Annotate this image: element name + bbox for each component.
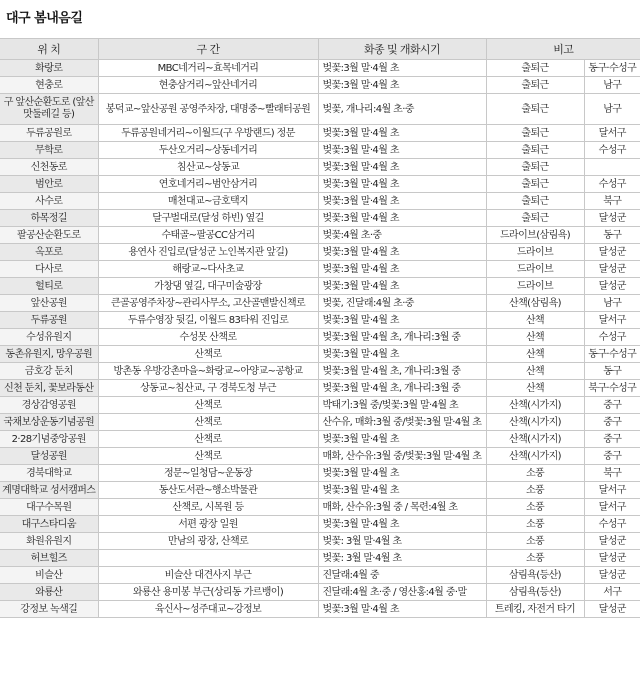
cell-location: 다사로 [0,261,98,278]
table-row [0,533,640,550]
cell-location: 대구수목원 [0,499,98,516]
cell-location: 두류공원로 [0,125,98,142]
cell-section: 연호네거리~범안삼거리 [98,176,318,193]
cell-district: 달성군 [584,533,640,550]
table-row [0,244,640,261]
table-row [0,482,640,499]
cell-section: 동산도서관~행소박물관 [98,482,318,499]
cell-section: 두류공원네거리~이월드(구 우방랜드) 정문 [98,125,318,142]
cell-district: 남구 [584,94,640,125]
cell-section: 상동교~침산교, 구 경북도청 부근 [98,380,318,397]
cell-location: 신천 둔치, 꽃보라동산 [0,380,98,397]
cell-activity-type: 삼림욕(등산) [486,567,584,584]
table-row [0,431,640,448]
cell-activity-type: 삼림욕(등산) [486,584,584,601]
cell-activity-type: 산책(삼림욕) [486,295,584,312]
cell-bloom-time: 벚꽃:3월 말·4월 초 [318,210,486,227]
cell-bloom-time: 벚꽃:3월 말·4월 초 [318,482,486,499]
cell-section: 만남의 광장, 산책로 [98,533,318,550]
cell-activity-type: 소풍 [486,550,584,567]
cell-section: MBC네거리~효목네거리 [98,60,318,77]
cell-bloom-time: 벚꽃:3월 말·4월 초 [318,312,486,329]
cell-section: 현충삼거리~앞산네거리 [98,77,318,94]
table-row [0,159,640,176]
cell-bloom-time: 벚꽃: 3월 말·4월 초 [318,533,486,550]
cell-bloom-time: 벚꽃:3월 말·4월 초 [318,244,486,261]
cell-activity-type: 트레킹, 자전거 타기 [486,601,584,618]
cell-bloom-time: 벚꽃:3월 말·4월 초 [318,125,486,142]
table-row [0,210,640,227]
table-row [0,261,640,278]
cell-district: 달서구 [584,312,640,329]
cell-district: 수성구 [584,329,640,346]
cell-activity-type: 출퇴근 [486,60,584,77]
cell-bloom-time: 산수유, 매화:3월 중/벚꽃:3월 말·4월 초 [318,414,486,431]
cell-location: 경북대학교 [0,465,98,482]
cell-section: 와룡산 용미봉 부근(상리동 가르뱅이) [98,584,318,601]
cell-activity-type: 출퇴근 [486,142,584,159]
cell-section [98,550,318,567]
table-row [0,60,640,77]
cell-section: 산책로 [98,397,318,414]
cell-bloom-time: 매화, 산수유:3월 중/벚꽃:3월 말·4월 초 [318,448,486,465]
cell-location: 헐티로 [0,278,98,295]
cell-section: 방촌동 우방강촌마을~화랑교~아양교~공항교 [98,363,318,380]
cell-location: 강정보 녹색길 [0,601,98,618]
cell-location: 허브힐즈 [0,550,98,567]
cell-activity-type: 드라이브 [486,261,584,278]
table-row [0,550,640,567]
cell-activity-type: 출퇴근 [486,77,584,94]
table-row [0,142,640,159]
header-notes: 비고 [486,39,640,60]
cell-location: 대구스타디움 [0,516,98,533]
cell-district: 중구 [584,431,640,448]
table-row [0,499,640,516]
cell-district: 중구 [584,414,640,431]
table-row [0,414,640,431]
cell-bloom-time: 벚꽃:3월 말·4월 초 [318,465,486,482]
cell-location: 경상감영공원 [0,397,98,414]
cell-district: 달성군 [584,278,640,295]
cell-activity-type: 출퇴근 [486,125,584,142]
cell-district: 북구 [584,465,640,482]
table-row [0,77,640,94]
cell-section: 산책로 [98,346,318,363]
cell-section: 용연사 진입로(달성군 노인복지관 앞길) [98,244,318,261]
cell-activity-type: 드라이브 [486,244,584,261]
cell-bloom-time: 진달래:4월 초·중 / 영산홍:4월 중·말 [318,584,486,601]
cell-bloom-time: 벚꽃:3월 말·4월 초, 개나리:3월 중 [318,329,486,346]
cell-district: 달서구 [584,125,640,142]
cell-district: 동구·수성구 [584,346,640,363]
cell-section: 가창댐 옆길, 대구미술광장 [98,278,318,295]
cell-district: 북구·수성구 [584,380,640,397]
cell-district: 남구 [584,77,640,94]
cell-bloom-time: 벚꽃:3월 말·4월 초 [318,278,486,295]
header-section: 구 간 [98,39,318,60]
table-row [0,125,640,142]
cell-activity-type: 산책 [486,312,584,329]
cell-section: 산책로 [98,448,318,465]
cell-location: 동촌유원지, 망우공원 [0,346,98,363]
table-row [0,380,640,397]
cell-district: 동구·수성구 [584,60,640,77]
table-row [0,278,640,295]
table-row [0,363,640,380]
table-row [0,193,640,210]
cell-section: 매천대교~금호택지 [98,193,318,210]
cell-bloom-time: 벚꽃:3월 말·4월 초 [318,431,486,448]
cell-location: 팔공산순환도로 [0,227,98,244]
cell-district: 북구 [584,193,640,210]
cell-district: 서구 [584,584,640,601]
cell-section: 산책로 [98,431,318,448]
cell-location: 사수로 [0,193,98,210]
cell-bloom-time: 벚꽃:3월 말·4월 초 [318,193,486,210]
cell-bloom-time: 벚꽃:3월 말·4월 초, 개나리:3월 중 [318,363,486,380]
flower-route-table [0,38,640,618]
cell-activity-type: 드라이브(삼림욕) [486,227,584,244]
cell-bloom-time: 벚꽃, 개나리:4월 초·중 [318,94,486,125]
table-row [0,601,640,618]
cell-section: 두산오거리~상동네거리 [98,142,318,159]
cell-activity-type: 소풍 [486,465,584,482]
cell-bloom-time: 벚꽃: 3월 말·4월 초 [318,550,486,567]
cell-section: 해랑교~다사초교 [98,261,318,278]
cell-activity-type: 산책(시가지) [486,431,584,448]
cell-activity-type: 드라이브 [486,278,584,295]
cell-section: 서편 광장 일원 [98,516,318,533]
cell-district: 중구 [584,448,640,465]
cell-location: 무학로 [0,142,98,159]
cell-district: 달성군 [584,210,640,227]
table-header-row [0,39,640,60]
cell-activity-type: 산책(시가지) [486,448,584,465]
cell-activity-type: 산책 [486,380,584,397]
cell-district: 동구 [584,363,640,380]
cell-location: 구 앞산순환도로 (앞산 맛둘레길 등) [0,94,98,125]
cell-activity-type: 소풍 [486,499,584,516]
table-row [0,346,640,363]
cell-activity-type: 출퇴근 [486,176,584,193]
cell-location: 수성유원지 [0,329,98,346]
cell-district: 달서구 [584,499,640,516]
cell-section: 산책로 [98,414,318,431]
cell-district: 남구 [584,295,640,312]
header-location: 위 치 [0,39,98,60]
cell-section: 수태골~팔공CC삼거리 [98,227,318,244]
cell-bloom-time: 벚꽃:3월 말·4월 초 [318,516,486,533]
cell-location: 화랑로 [0,60,98,77]
cell-district: 동구 [584,227,640,244]
cell-district: 수성구 [584,142,640,159]
cell-location: 앞산공원 [0,295,98,312]
cell-bloom-time: 벚꽃:3월 말·4월 초 [318,346,486,363]
cell-activity-type: 소풍 [486,482,584,499]
cell-section: 육신사~성주대교~강정보 [98,601,318,618]
cell-activity-type: 출퇴근 [486,94,584,125]
cell-activity-type: 산책 [486,346,584,363]
cell-section: 봉덕교~앞산공원 공영주차장, 대명중~빨래터공원 [98,94,318,125]
cell-activity-type: 산책(시가지) [486,397,584,414]
cell-activity-type: 소풍 [486,516,584,533]
header-bloom-time: 화종 및 개화시기 [318,39,486,60]
cell-bloom-time: 진달래:4월 중 [318,567,486,584]
table-row [0,329,640,346]
cell-location: 달성공원 [0,448,98,465]
page-title: 대구 봄내음길 [6,11,83,26]
table-row [0,94,640,125]
cell-location: 비슬산 [0,567,98,584]
cell-district: 중구 [584,397,640,414]
cell-bloom-time: 벚꽃:3월 말·4월 초 [318,176,486,193]
cell-district: 달성군 [584,244,640,261]
table-row [0,448,640,465]
table-row [0,567,640,584]
cell-bloom-time: 벚꽃:3월 말·4월 초 [318,77,486,94]
cell-bloom-time: 벚꽃:3월 말·4월 초, 개나리:3월 중 [318,380,486,397]
cell-location: 범안로 [0,176,98,193]
cell-location: 두류공원 [0,312,98,329]
cell-location: 와룡산 [0,584,98,601]
cell-bloom-time: 벚꽃:3월 말·4월 초 [318,159,486,176]
cell-location: 옥포로 [0,244,98,261]
cell-district: 수성구 [584,516,640,533]
table-row [0,465,640,482]
cell-district: 달서구 [584,482,640,499]
cell-district: 수성구 [584,176,640,193]
cell-district: 달성군 [584,567,640,584]
cell-bloom-time: 벚꽃:3월 말·4월 초 [318,60,486,77]
table-row [0,227,640,244]
cell-bloom-time: 박태기:3월 중/벚꽃:3월 말·4월 초 [318,397,486,414]
cell-bloom-time: 벚꽃:4월 초·중 [318,227,486,244]
table-row [0,397,640,414]
cell-activity-type: 산책 [486,329,584,346]
cell-section: 두류수영장 뒷길, 이월드 83타워 진입로 [98,312,318,329]
cell-activity-type: 출퇴근 [486,210,584,227]
table-row [0,584,640,601]
cell-district [584,159,640,176]
cell-location: 계명대학교 성서캠퍼스 [0,482,98,499]
cell-section: 달구벌대로(달성 하빈) 옆길 [98,210,318,227]
cell-section: 수성못 산책로 [98,329,318,346]
cell-location: 현충로 [0,77,98,94]
table-row [0,516,640,533]
cell-location: 하목정길 [0,210,98,227]
cell-section: 비슬산 대견사지 부근 [98,567,318,584]
cell-location: 화원유원지 [0,533,98,550]
cell-bloom-time: 벚꽃:3월 말·4월 초 [318,601,486,618]
cell-section: 침산교~상동교 [98,159,318,176]
cell-section: 큰골공영주차장~관리사무소, 고산골맨발신책로 [98,295,318,312]
cell-bloom-time: 벚꽃:3월 말·4월 초 [318,142,486,159]
cell-location: 2·28기념중앙공원 [0,431,98,448]
cell-location: 신천동로 [0,159,98,176]
cell-activity-type: 산책(시가지) [486,414,584,431]
cell-activity-type: 출퇴근 [486,159,584,176]
cell-activity-type: 산책 [486,363,584,380]
cell-district: 달성군 [584,601,640,618]
cell-district: 달성군 [584,550,640,567]
cell-location: 금호강 둔치 [0,363,98,380]
cell-section: 정문~일청담~운동장 [98,465,318,482]
cell-activity-type: 출퇴근 [486,193,584,210]
cell-location: 국채보상운동기념공원 [0,414,98,431]
cell-activity-type: 소풍 [486,533,584,550]
cell-bloom-time: 벚꽃:3월 말·4월 초 [318,261,486,278]
cell-section: 산책로, 시목원 등 [98,499,318,516]
cell-bloom-time: 벚꽃, 진달래:4월 초·중 [318,295,486,312]
table-row [0,312,640,329]
table-row [0,295,640,312]
cell-bloom-time: 매화, 산수유:3월 중 / 목련:4월 초 [318,499,486,516]
cell-district: 달성군 [584,261,640,278]
table-row [0,176,640,193]
